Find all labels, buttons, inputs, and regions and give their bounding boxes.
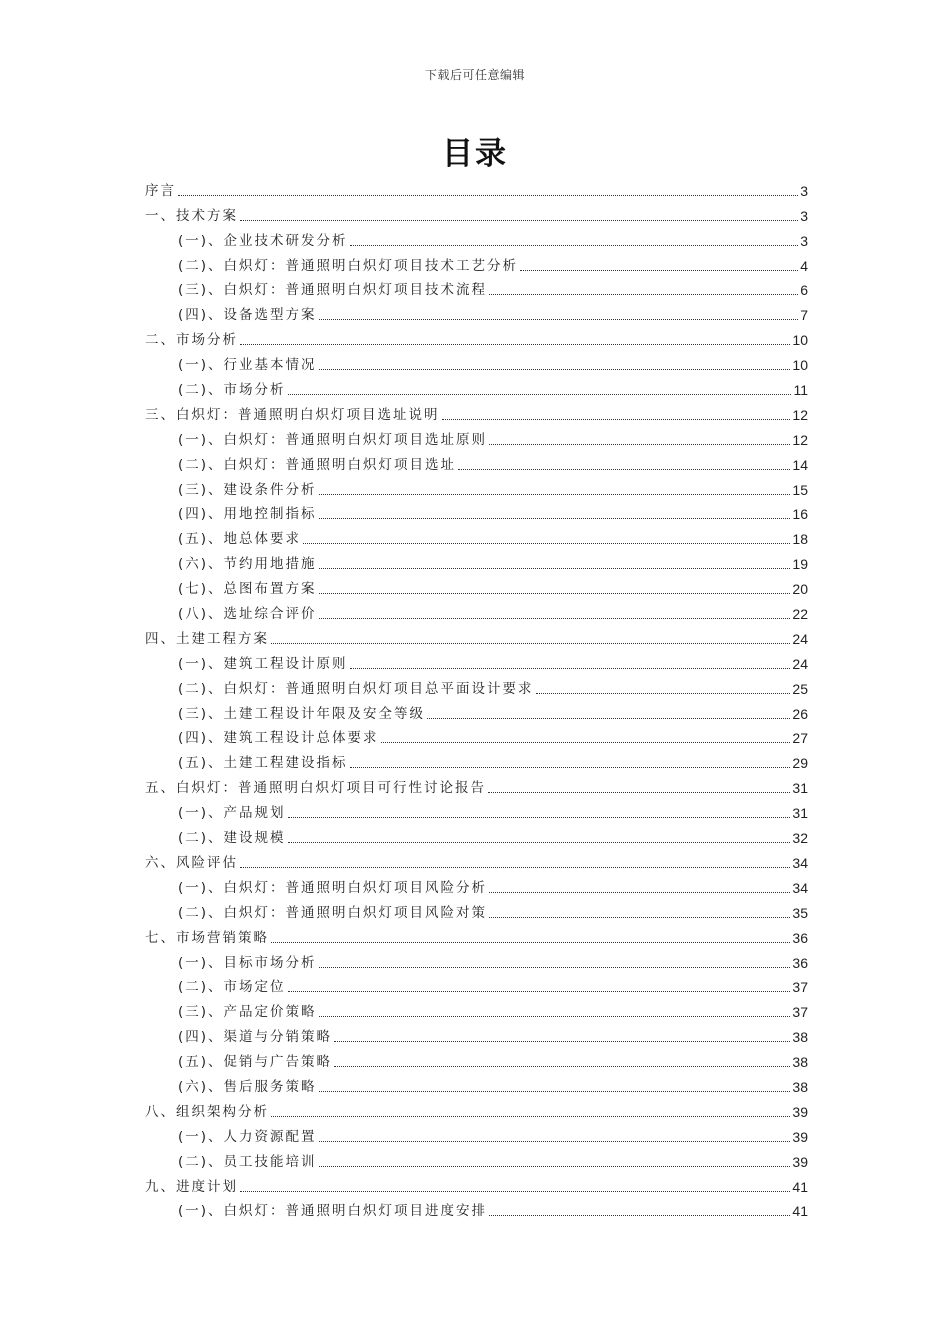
toc-entry-page-number: 3 <box>800 232 808 249</box>
toc-dot-leader <box>334 1066 790 1067</box>
toc-entry-label: (八)、选址综合评价 <box>178 606 317 623</box>
toc-entry-page-number: 37 <box>792 1004 808 1021</box>
toc-entry[interactable] <box>145 449 808 474</box>
toc-dot-leader <box>319 319 799 320</box>
toc-entry-page-number: 19 <box>792 556 808 573</box>
toc-entry-page-number: 36 <box>792 954 808 971</box>
toc-entry-label: (一)、建筑工程设计原则 <box>178 655 348 672</box>
toc-entry-label: (六)、售后服务策略 <box>178 1078 317 1095</box>
toc-entry-page-number: 6 <box>800 282 808 299</box>
toc-entry-label: 六、风险评估 <box>145 854 238 871</box>
toc-entry-page-number: 36 <box>792 929 808 946</box>
toc-entry[interactable] <box>145 399 808 424</box>
toc-entry[interactable] <box>145 747 808 772</box>
toc-dot-leader <box>319 369 791 370</box>
toc-entry-page-number: 27 <box>792 730 808 747</box>
toc-entry[interactable] <box>145 847 808 872</box>
toc-entry-page-number: 10 <box>792 357 808 374</box>
toc-entry[interactable] <box>145 573 808 598</box>
toc-entry-page-number: 10 <box>792 332 808 349</box>
toc-entry[interactable] <box>145 275 808 300</box>
toc-dot-leader <box>240 344 790 345</box>
toc-entry-page-number: 34 <box>792 854 808 871</box>
toc-entry-page-number: 20 <box>792 581 808 598</box>
toc-entry-page-number: 39 <box>792 1153 808 1170</box>
toc-entry[interactable] <box>145 723 808 748</box>
toc-entry-label: (二)、白炽灯：普通照明白炽灯项目风险对策 <box>178 904 488 921</box>
toc-entry-page-number: 24 <box>792 655 808 672</box>
toc-dot-leader <box>319 593 791 594</box>
toc-dot-leader <box>319 1141 791 1142</box>
toc-dot-leader <box>489 294 798 295</box>
toc-entry-page-number: 15 <box>792 481 808 498</box>
toc-entry-page-number: 12 <box>792 431 808 448</box>
toc-entry-label: (一)、白炽灯：普通照明白炽灯项目进度安排 <box>178 1203 488 1220</box>
toc-entry[interactable] <box>145 797 808 822</box>
toc-entry-page-number: 41 <box>792 1178 808 1195</box>
toc-entry[interactable] <box>145 200 808 225</box>
toc-entry-label: (三)、产品定价策略 <box>178 1004 317 1021</box>
toc-title: 目录 <box>442 136 508 172</box>
toc-dot-leader <box>240 1191 790 1192</box>
toc-dot-leader <box>271 942 790 943</box>
toc-entry[interactable] <box>145 548 808 573</box>
toc-dot-leader <box>288 991 791 992</box>
toc-dot-leader <box>319 1016 791 1017</box>
toc-dot-leader <box>350 668 791 669</box>
toc-dot-leader <box>178 195 798 196</box>
toc-entry-page-number: 3 <box>800 207 808 224</box>
toc-entry[interactable] <box>145 673 808 698</box>
toc-entry-label: 一、技术方案 <box>145 207 238 224</box>
toc-dot-leader <box>288 842 791 843</box>
toc-dot-leader <box>303 543 790 544</box>
toc-dot-leader <box>520 270 798 271</box>
toc-dot-leader <box>536 693 791 694</box>
toc-entry-label: (一)、白炽灯：普通照明白炽灯项目风险分析 <box>178 879 488 896</box>
toc-dot-leader <box>488 792 790 793</box>
toc-entry-page-number: 35 <box>792 904 808 921</box>
toc-entry[interactable] <box>145 374 808 399</box>
toc-dot-leader <box>288 817 791 818</box>
toc-entry[interactable] <box>145 424 808 449</box>
toc-entry[interactable] <box>145 648 808 673</box>
toc-entry-label: (三)、建设条件分析 <box>178 481 317 498</box>
toc-entry-label: (二)、市场分析 <box>178 382 286 399</box>
toc-entry-label: (一)、产品规划 <box>178 805 286 822</box>
toc-entry[interactable] <box>145 1021 808 1046</box>
toc-entry[interactable] <box>145 922 808 947</box>
toc-entry[interactable] <box>145 474 808 499</box>
toc-entry-label: (四)、渠道与分销策略 <box>178 1029 333 1046</box>
toc-entry[interactable] <box>145 772 808 797</box>
toc-entry[interactable] <box>145 972 808 997</box>
toc-dot-leader <box>381 742 791 743</box>
toc-entry-label: (四)、用地控制指标 <box>178 506 317 523</box>
toc-dot-leader <box>240 220 798 221</box>
toc-entry-label: (五)、地总体要求 <box>178 531 302 548</box>
toc-entry-page-number: 38 <box>792 1078 808 1095</box>
toc-entry-page-number: 29 <box>792 755 808 772</box>
toc-dot-leader <box>489 917 790 918</box>
toc-entry-label: (五)、土建工程建设指标 <box>178 755 348 772</box>
toc-entry-page-number: 3 <box>800 182 808 199</box>
toc-dot-leader <box>319 518 791 519</box>
toc-entry[interactable] <box>145 175 808 200</box>
toc-entry-label: (一)、目标市场分析 <box>178 954 317 971</box>
toc-dot-leader <box>271 643 790 644</box>
toc-entry-page-number: 18 <box>792 531 808 548</box>
toc-dot-leader <box>489 892 790 893</box>
toc-entry[interactable] <box>145 598 808 623</box>
toc-entry-page-number: 32 <box>792 830 808 847</box>
toc-entry-page-number: 24 <box>792 630 808 647</box>
toc-entry-label: (四)、设备选型方案 <box>178 307 317 324</box>
toc-entry-label: (二)、市场定位 <box>178 979 286 996</box>
toc-entry[interactable] <box>145 349 808 374</box>
toc-dot-leader <box>458 469 790 470</box>
toc-entry[interactable] <box>145 623 808 648</box>
toc-entry-page-number: 14 <box>792 456 808 473</box>
toc-dot-leader <box>442 419 791 420</box>
toc-entry-page-number: 39 <box>792 1128 808 1145</box>
toc-entry-label: 七、市场营销策略 <box>145 929 269 946</box>
toc-entry-label: (三)、土建工程设计年限及安全等级 <box>178 705 426 722</box>
toc-entry[interactable] <box>145 897 808 922</box>
toc-entry[interactable] <box>145 1096 808 1121</box>
toc-entry-page-number: 25 <box>792 680 808 697</box>
toc-dot-leader <box>240 867 790 868</box>
toc-entry-label: (三)、白炽灯：普通照明白炽灯项目技术流程 <box>178 282 488 299</box>
toc-entry-label: 四、土建工程方案 <box>145 630 269 647</box>
toc-entry-label: (一)、行业基本情况 <box>178 357 317 374</box>
toc-entry[interactable] <box>145 299 808 324</box>
toc-dot-leader <box>334 1041 790 1042</box>
toc-entry-page-number: 34 <box>792 879 808 896</box>
toc-entry[interactable] <box>145 996 808 1021</box>
toc-dot-leader <box>319 568 791 569</box>
toc-entry-label: 九、进度计划 <box>145 1178 238 1195</box>
toc-dot-leader <box>489 444 790 445</box>
toc-entry[interactable] <box>145 1046 808 1071</box>
toc-entry-label: (一)、人力资源配置 <box>178 1128 317 1145</box>
toc-entry-page-number: 16 <box>792 506 808 523</box>
toc-dot-leader <box>319 618 791 619</box>
toc-entry-label: 二、市场分析 <box>145 332 238 349</box>
toc-entry-page-number: 39 <box>792 1103 808 1120</box>
toc-entry[interactable] <box>145 225 808 250</box>
header-note: 下载后可任意编辑 <box>424 68 525 82</box>
toc-entry-label: (二)、员工技能培训 <box>178 1153 317 1170</box>
toc-entry[interactable] <box>145 872 808 897</box>
toc-dot-leader <box>427 718 790 719</box>
toc-entry-label: 序言 <box>145 182 176 199</box>
toc-entry-page-number: 38 <box>792 1054 808 1071</box>
toc-entry-label: 八、组织架构分析 <box>145 1103 269 1120</box>
toc-dot-leader <box>319 1091 791 1092</box>
toc-entry-label: (五)、促销与广告策略 <box>178 1054 333 1071</box>
toc-entry-page-number: 4 <box>800 257 808 274</box>
toc-entry-page-number: 7 <box>800 307 808 324</box>
toc-entry-label: (二)、建设规模 <box>178 830 286 847</box>
toc-entry[interactable] <box>145 1071 808 1096</box>
toc-entry-page-number: 38 <box>792 1029 808 1046</box>
toc-dot-leader <box>319 967 791 968</box>
toc-dot-leader <box>319 494 791 495</box>
toc-entry-label: (二)、白炽灯：普通照明白炽灯项目技术工艺分析 <box>178 257 519 274</box>
toc-entry-label: (一)、白炽灯：普通照明白炽灯项目选址原则 <box>178 431 488 448</box>
toc-dot-leader <box>288 394 792 395</box>
toc-dot-leader <box>350 245 799 246</box>
toc-entry-label: 三、白炽灯：普通照明白炽灯项目选址说明 <box>145 406 440 423</box>
toc-dot-leader <box>271 1116 790 1117</box>
toc-entry-page-number: 22 <box>792 606 808 623</box>
toc-entry[interactable] <box>145 499 808 524</box>
toc-dot-leader <box>489 1215 790 1216</box>
toc-entry-page-number: 11 <box>793 382 808 399</box>
toc-entry-label: (二)、白炽灯：普通照明白炽灯项目总平面设计要求 <box>178 680 534 697</box>
toc-entry-label: (二)、白炽灯：普通照明白炽灯项目选址 <box>178 456 457 473</box>
toc-entry[interactable] <box>145 1121 808 1146</box>
toc-entry-page-number: 26 <box>792 705 808 722</box>
toc-entry-page-number: 12 <box>792 406 808 423</box>
toc-entry-label: 五、白炽灯：普通照明白炽灯项目可行性讨论报告 <box>145 780 486 797</box>
toc-entry-page-number: 31 <box>792 805 808 822</box>
toc-entry[interactable] <box>145 523 808 548</box>
toc-entry[interactable] <box>145 698 808 723</box>
toc-entry[interactable] <box>145 822 808 847</box>
toc-entry[interactable] <box>145 1196 808 1221</box>
toc-entry[interactable] <box>145 324 808 349</box>
toc-entry[interactable] <box>145 1171 808 1196</box>
toc-entry-label: (六)、节约用地措施 <box>178 556 317 573</box>
toc-entry[interactable] <box>145 1146 808 1171</box>
toc-entry-label: (四)、建筑工程设计总体要求 <box>178 730 379 747</box>
toc-entry[interactable] <box>145 250 808 275</box>
table-of-contents <box>145 175 808 1220</box>
toc-dot-leader <box>319 1166 791 1167</box>
toc-entry-label: (七)、总图布置方案 <box>178 581 317 598</box>
toc-entry-page-number: 31 <box>792 780 808 797</box>
toc-entry[interactable] <box>145 947 808 972</box>
toc-dot-leader <box>350 767 791 768</box>
toc-entry-label: (一)、企业技术研发分析 <box>178 232 348 249</box>
toc-entry-page-number: 41 <box>792 1203 808 1220</box>
toc-entry-page-number: 37 <box>792 979 808 996</box>
